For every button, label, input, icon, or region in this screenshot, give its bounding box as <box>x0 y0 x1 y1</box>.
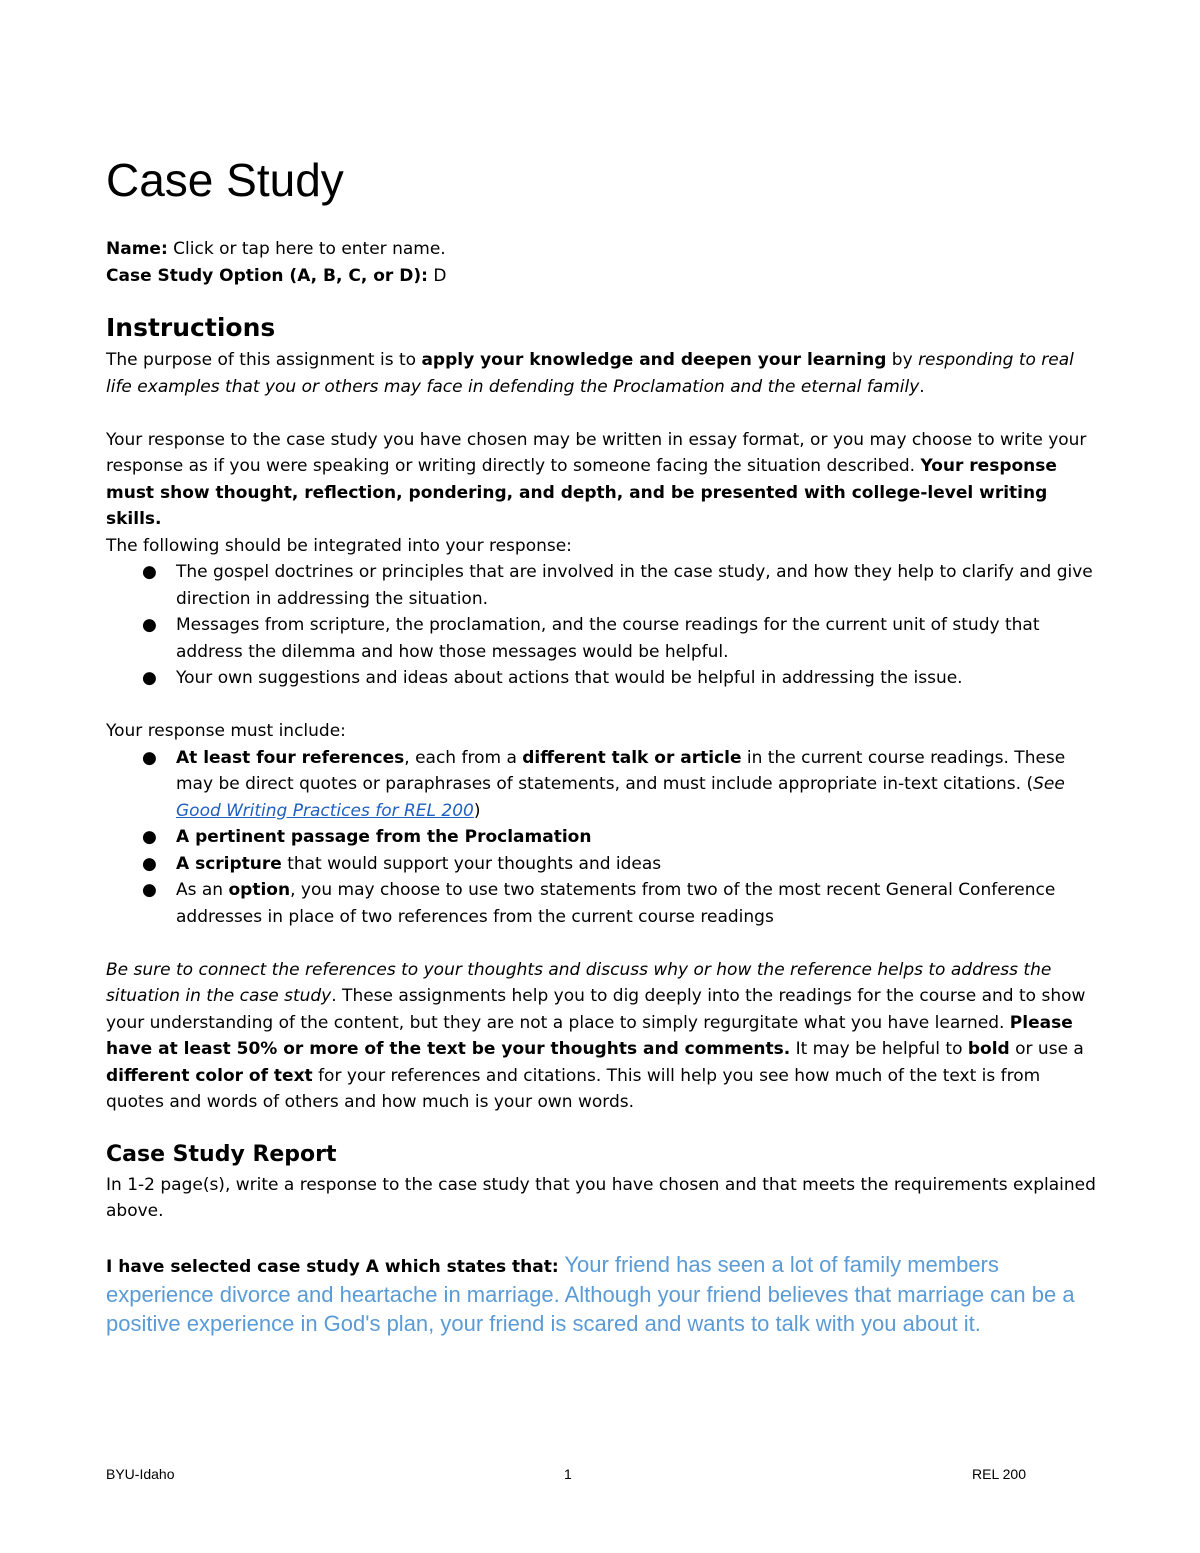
document-body <box>106 150 1096 1340</box>
list-item: ● Your own suggestions and ideas about actions that would be helpful in addressing the issue. <box>106 665 1096 692</box>
instructions-paragraph-4: Your response must include: <box>106 721 346 741</box>
list-item: ● A pertinent passage from the Proclamation <box>106 824 1096 851</box>
option-value[interactable]: D <box>433 265 447 286</box>
report-paragraph: In 1-2 page(s), write a response to the case study that you have chosen and that meets the requirements explained above. <box>106 1174 1096 1221</box>
option-line <box>106 263 1096 290</box>
bullet-icon: ● <box>142 562 157 582</box>
document-title: Case Study <box>106 154 344 206</box>
name-field[interactable]: Click or tap here to enter name. <box>173 239 446 259</box>
selected-case-label: I have selected case study A which states that: <box>106 1257 559 1277</box>
good-writing-practices-link[interactable]: Good Writing Practices for REL 200 <box>176 800 474 821</box>
list-item: ● At least four references, each from a different talk or article in the current course readings. These may be direct quotes or paraphrases of statements, and must include appropriate in-text citations. (See Good Writing Practices for REL 200) <box>106 745 1096 825</box>
instructions-paragraph-2: Your response to the case study you have chosen may be written in essay format, or you may choose to write your response as if you were speaking or writing directly to someone facing the situation described. Your response must show thought, reflection, pondering, and depth, and be presented with college-level writing skills. <box>106 429 1087 529</box>
bullet-icon: ● <box>142 747 157 768</box>
bullet-icon: ● <box>142 853 157 874</box>
selected-case-text[interactable]: Your friend has seen a lot of family members experience divorce and heartache in marriage. Although your friend believes that marriage can be a positive experience in God's plan, your friend is scared and wants to talk with you about it. <box>106 1252 1075 1336</box>
instructions-heading: Instructions <box>106 313 276 342</box>
bullet-icon: ● <box>142 668 157 688</box>
instructions-paragraph-3: The following should be integrated into your response: <box>106 535 572 556</box>
option-label: Case Study Option (A, B, C, or D): <box>106 265 428 286</box>
requirements-list <box>106 745 1096 931</box>
bullet-icon: ● <box>142 827 157 847</box>
name-line <box>106 236 1096 263</box>
integration-list <box>106 559 1096 692</box>
footer-right: REL 200 <box>972 1466 1026 1482</box>
page-number: 1 <box>564 1466 572 1482</box>
selected-case-paragraph <box>106 1251 1096 1340</box>
name-label: Name: <box>106 239 168 259</box>
instructions-paragraph-1: The purpose of this assignment is to apply your knowledge and deepen your learning by responding to real life examples that you or others may face in defending the Proclamation and the eternal family. <box>106 350 1074 397</box>
instructions-paragraph-5: Be sure to connect the references to your thoughts and discuss why or how the reference helps to address the situation in the case study. These assignments help you to dig deeply into the readings for the course and to show your understanding of the content, but they are not a place to simply regurgitate what you have learned. Please have at least 50% or more of the text be your thoughts and comments. It may be helpful to bold or use a different color of text for your references and citations. This will help you see how much of the text is from quotes and words of others and how much is your own words. <box>106 959 1086 1112</box>
page-footer <box>106 1466 1026 1486</box>
bullet-icon: ● <box>142 615 157 635</box>
footer-left: BYU-Idaho <box>106 1466 175 1482</box>
bullet-icon: ● <box>142 880 157 900</box>
list-item: ● The gospel doctrines or principles that are involved in the case study, and how they help to clarify and give direction in addressing the situation. <box>106 559 1096 612</box>
report-heading: Case Study Report <box>106 1141 337 1167</box>
list-item: ● As an option, you may choose to use two statements from two of the most recent General Conference addresses in place of two references from the current course readings <box>106 877 1096 930</box>
list-item: ● Messages from scripture, the proclamation, and the course readings for the current unit of study that address the dilemma and how those messages would be helpful. <box>106 612 1096 665</box>
list-item: ● A scripture that would support your thoughts and ideas <box>106 851 1096 878</box>
